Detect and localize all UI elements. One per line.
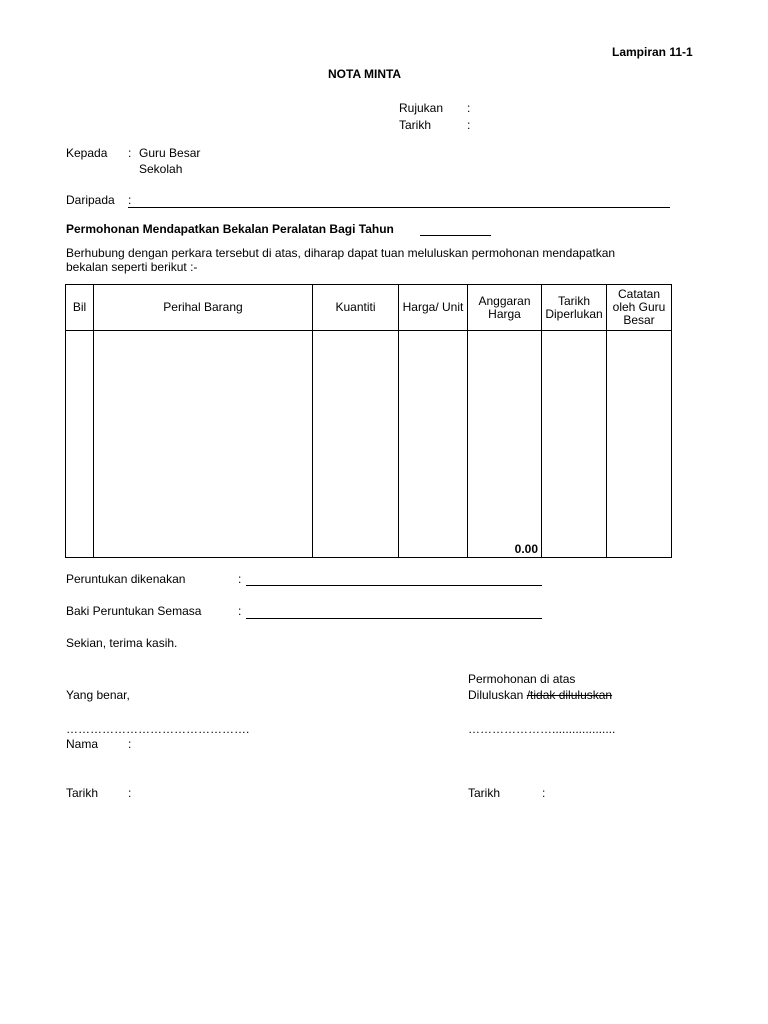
- daripada-label: Daripada: [66, 193, 115, 207]
- col-tarikh: Tarikh Diperlukan: [542, 285, 607, 331]
- col-perihal: Perihal Barang: [94, 285, 313, 331]
- cell-kuantiti[interactable]: [313, 331, 399, 558]
- cell-perihal[interactable]: [94, 331, 313, 558]
- approval-status: [468, 688, 612, 702]
- document-title: NOTA MINTA: [328, 67, 402, 81]
- cell-harga[interactable]: [399, 331, 468, 558]
- approved-text: Diluluskan: [468, 688, 524, 702]
- tarikh-right-colon: :: [542, 786, 546, 800]
- nama-colon: :: [128, 737, 132, 751]
- signature-dots-left: ……………………………………….: [66, 722, 250, 736]
- cell-bil[interactable]: [66, 331, 94, 558]
- total-amount: 0.00: [468, 331, 542, 558]
- daripada-colon: :: [128, 193, 132, 207]
- kepada-label: Kepada: [66, 146, 108, 160]
- attachment-label: Lampiran 11-1: [612, 45, 693, 59]
- rujukan-label: Rujukan: [399, 101, 444, 115]
- signature-dots-right: …………………...................: [468, 722, 616, 736]
- not-approved-text: /tidak diluluskan: [526, 688, 613, 702]
- col-kuantiti: Kuantiti: [313, 285, 399, 331]
- tarikh-left-colon: :: [128, 786, 132, 800]
- baki-colon: :: [238, 604, 242, 618]
- daripada-line: [128, 207, 670, 208]
- col-bil: Bil: [66, 285, 94, 331]
- peruntukan-colon: :: [238, 572, 242, 586]
- body-line-2: bekalan seperti berikut :-: [66, 260, 198, 274]
- col-anggaran: Anggaran Harga: [468, 285, 542, 331]
- baki-label: Baki Peruntukan Semasa: [66, 604, 202, 618]
- col-catatan: Catatan oleh Guru Besar: [607, 285, 672, 331]
- kepada-colon: :: [128, 146, 132, 160]
- tarikh-left-label: Tarikh: [66, 786, 99, 800]
- rujukan-colon: :: [467, 101, 471, 115]
- recipient-line2: Sekolah: [139, 162, 183, 176]
- recipient-line1: Guru Besar: [139, 146, 201, 160]
- tahun-line: [420, 235, 491, 236]
- table-header-row: [66, 285, 672, 331]
- yang-benar-text: Yang benar,: [66, 688, 130, 702]
- cell-catatan[interactable]: [607, 331, 672, 558]
- col-harga: Harga/ Unit: [399, 285, 468, 331]
- body-line-1: Berhubung dengan perkara tersebut di atas, diharap dapat tuan meluluskan permohonan mendapatkan: [66, 246, 616, 260]
- nama-label: Nama: [66, 737, 99, 751]
- peruntukan-line[interactable]: [246, 585, 542, 586]
- tarikh-ref-colon: :: [467, 118, 471, 132]
- tarikh-ref-label: Tarikh: [399, 118, 432, 132]
- table-row: [66, 331, 672, 558]
- closing-text: Sekian, terima kasih.: [66, 636, 178, 650]
- peruntukan-label: Peruntukan dikenakan: [66, 572, 186, 586]
- approval-line1: Permohonan di atas: [468, 672, 576, 686]
- items-table: [65, 284, 672, 558]
- subject-heading: Permohonan Mendapatkan Bekalan Peralatan Bagi Tahun: [66, 222, 394, 236]
- baki-line[interactable]: [246, 618, 542, 619]
- cell-tarikh[interactable]: [542, 331, 607, 558]
- tarikh-right-label: Tarikh: [468, 786, 501, 800]
